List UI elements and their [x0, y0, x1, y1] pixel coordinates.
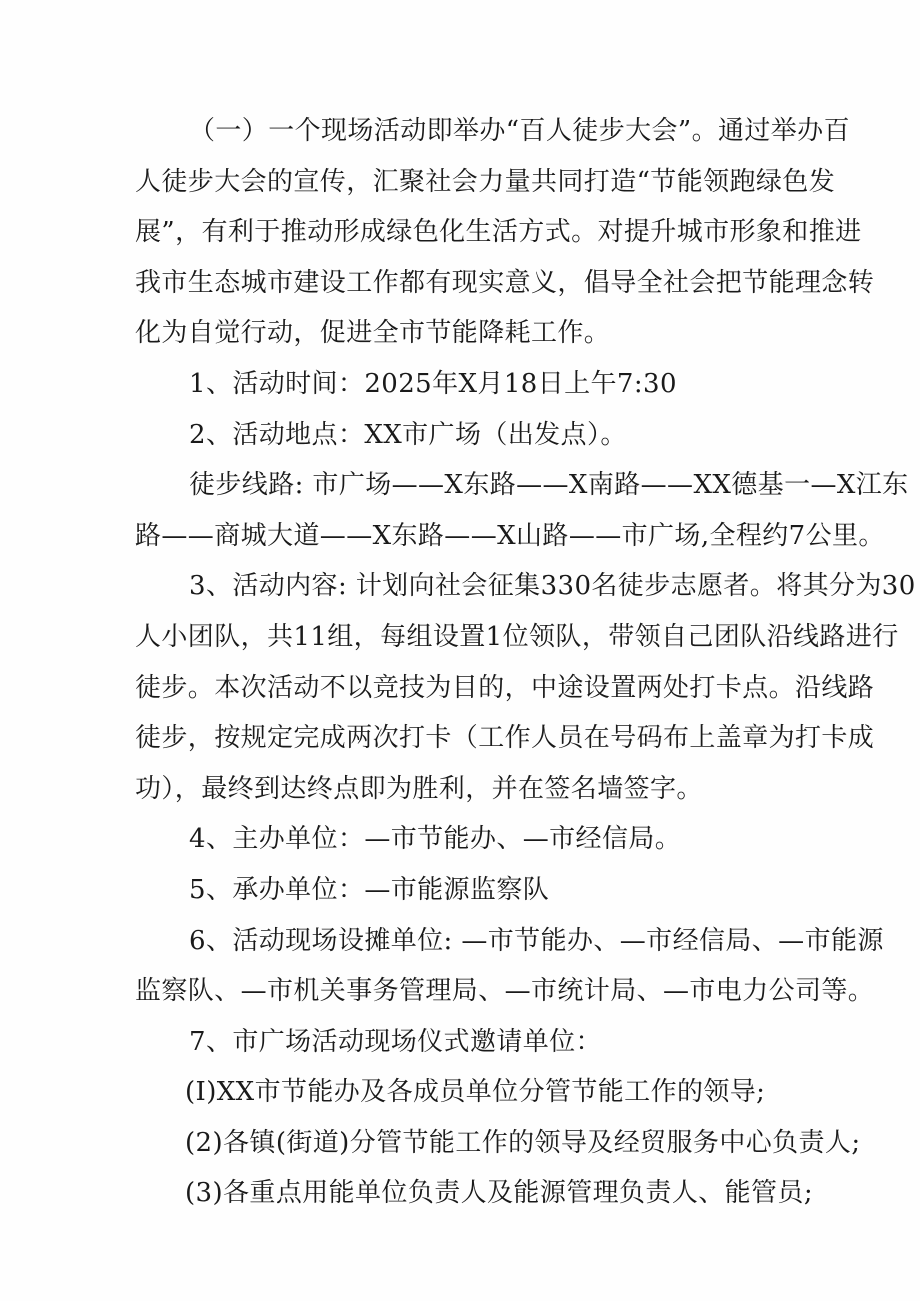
co-organizer-item [135, 865, 805, 916]
paragraph-line: 功），最终到达终点即为胜利，并在签名墙签字。 [135, 773, 703, 804]
activity-location-item [135, 410, 805, 461]
invited-unit-line: (2)各镇(街道)分管节能工作的领导及经贸服务中心负责人; [185, 1127, 861, 1158]
booth-units-item [135, 916, 884, 1017]
activity-time-item [135, 359, 805, 410]
paragraph-line: 人徒步大会的宣传，汇聚社会力量共同打造“节能领跑绿色发 [135, 166, 836, 197]
paragraph-line: 6、活动现场设摊单位: —市节能办、—市经信局、—市能源 [189, 925, 884, 956]
paragraph-line: 5、承办单位：—市能源监察队 [189, 874, 550, 905]
invited-units-item [135, 1017, 861, 1219]
paragraph-line: （一）一个现场活动即举办“百人徒步大会”。通过举办百 [189, 116, 850, 146]
paragraph-line: 化为自觉行动，促进全市节能降耗工作。 [135, 318, 611, 349]
paragraph-line: 监察队、—市机关事务管理局、—市统计局、—市电力公司等。 [135, 976, 875, 1007]
activity-content-item [135, 561, 916, 814]
walking-route-item [135, 460, 909, 561]
invited-unit-line: (3)各重点用能单位负责人及能源管理负责人、能管员; [185, 1178, 813, 1209]
paragraph-line: 3、活动内容: 计划向社会征集330名徒步志愿者。将其分为30 [189, 571, 916, 602]
paragraph-line: 4、主办单位：—市节能办、—市经信局。 [189, 824, 682, 855]
paragraph-line: 我市生态城市建设工作都有现实意义，倡导全社会把节能理念转 [135, 267, 875, 298]
paragraph-line: 人小团队，共11组，每组设置1位领队，带领自己团队沿线路进行 [135, 621, 899, 652]
paragraph-line: 徒步。本次活动不以竞技为目的，中途设置两处打卡点。沿线路 [135, 672, 875, 703]
paragraph-line: 2、活动地点：XX市广场（出发点）。 [189, 419, 627, 450]
paragraph-line: 7、市广场活动现场仪式邀请单位： [189, 1026, 602, 1057]
paragraph-line: 路——商城大道——X东路——X山路——市广场,全程约7公里。 [135, 520, 885, 551]
paragraph-line: 徒步线路: 市广场——X东路——X南路——XX德基一—X江东 [189, 470, 909, 501]
paragraph-line: 展”，有利于推动形成绿色化生活方式。对提升城市形象和推进 [135, 217, 862, 248]
intro-paragraph [135, 106, 875, 359]
document-body [135, 106, 916, 1219]
paragraph-line: 徒步，按规定完成两次打卡（工作人员在号码布上盖章为打卡成 [135, 723, 875, 754]
invited-unit-line: (I)XX市节能办及各成员单位分管节能工作的领导; [185, 1077, 766, 1108]
paragraph-line: 1、活动时间：2025年X月18日上午7:30 [189, 368, 677, 399]
organizer-item [135, 814, 805, 865]
